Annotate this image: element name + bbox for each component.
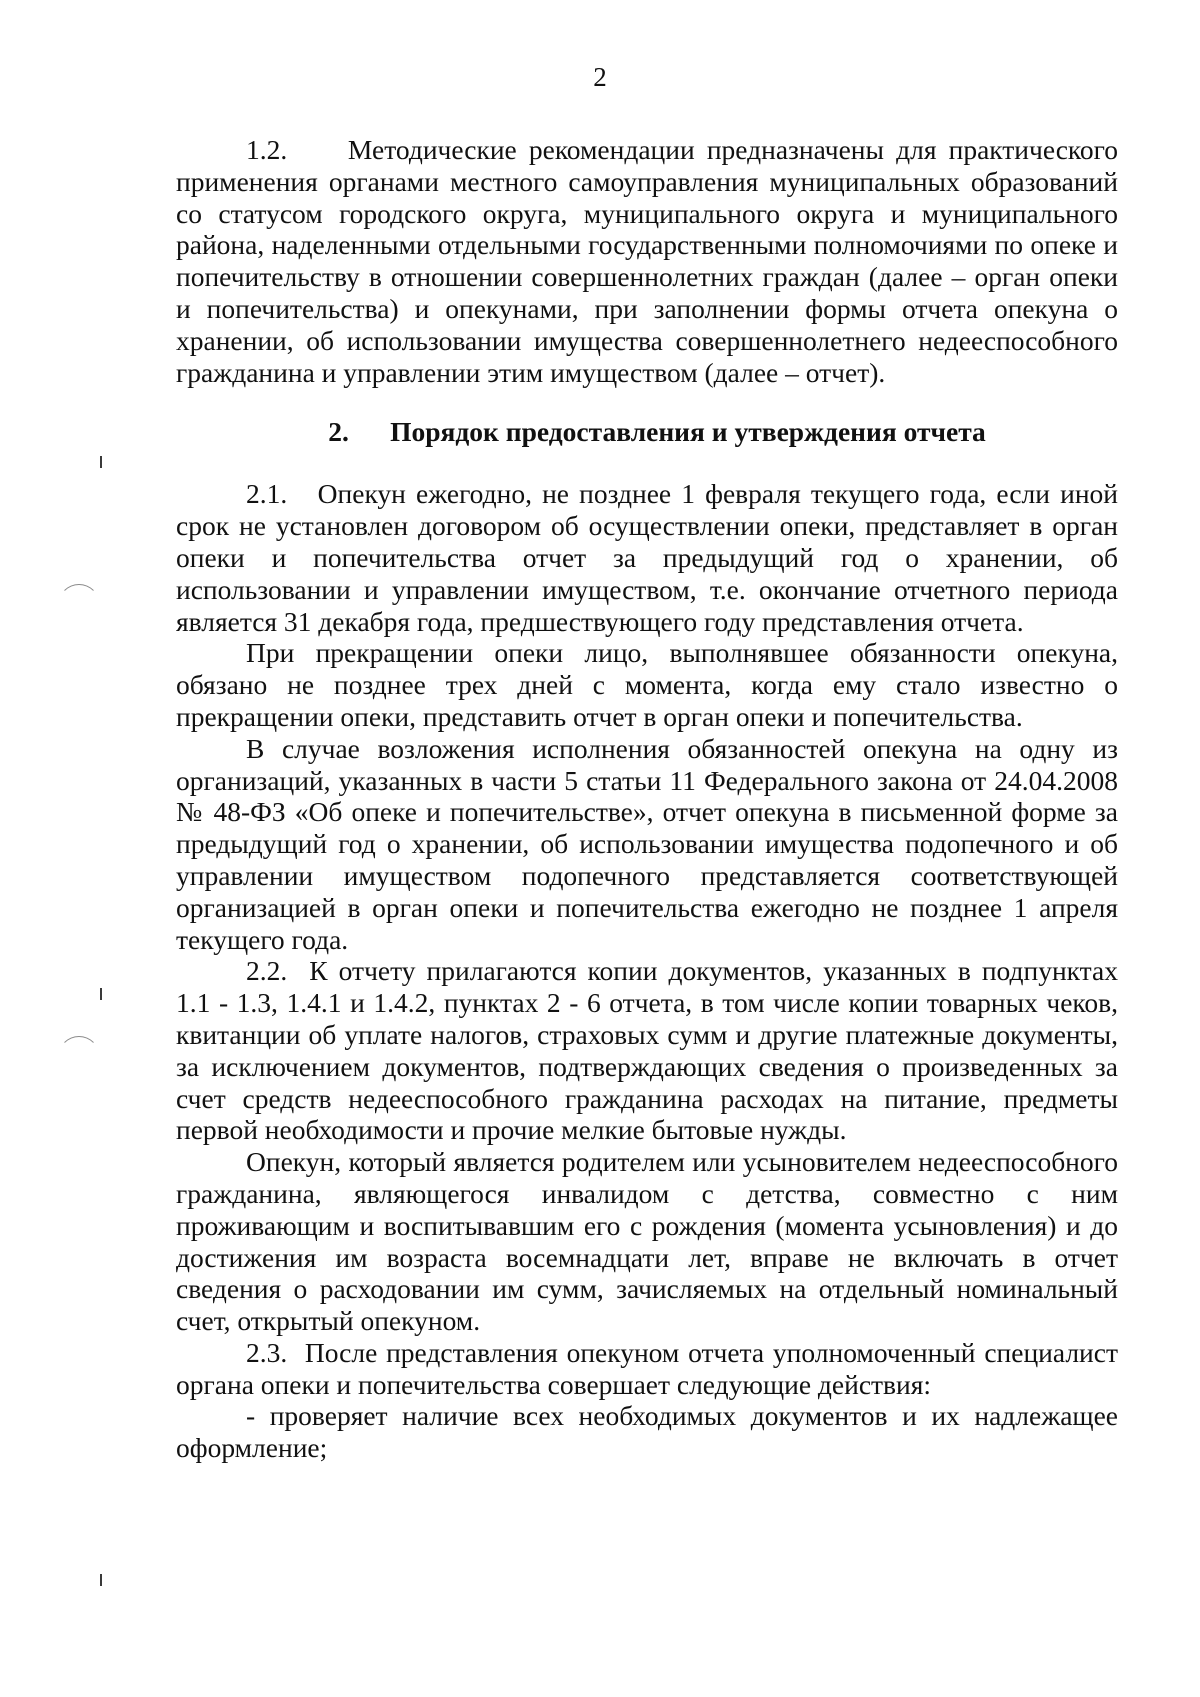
paragraph-1-2: 1.2. Методические рекомендации предназначены для практического применения органами местного самоуправления муниципальных образований со статусом городского округа, муниципального округа и муниципального района, наделенными отдельными государственными полномочиями по опеке и попечительству в отношении совершеннолетних граждан (далее – орган опеки и попечительства) и опекунами, при заполнении формы отчета опекуна о хранении, об использовании имущества совершеннолетнего недееспособного гражданина и управлении этим имуществом (далее – отчет). [176,134,1125,388]
paragraph-organization: В случае возложения исполнения обязанностей опекуна на одну из организаций, указанных в части 5 статьи 11 Федерального закона от 24.04.2008 № 48-ФЗ «Об опеке и попечительстве», отчет опекуна в письменной форме за предыдущий год о хранении, об использовании имущества подопечного и об управлении имуществом подопечного представляется соответствующей организацией в орган опеки и попечительства ежегодно не позднее 1 апреля текущего года. [176,732,1125,955]
document-body [176,134,1125,1464]
scan-mark-tick [100,1574,102,1586]
section-heading: 2. Порядок предоставления и утверждения отчета [328,416,986,448]
page-number: 2 [593,62,607,92]
paragraph-2-3: 2.3. После представления опекуном отчета уполномоченный специалист органа опеки и попечительства совершает следующие действия: [176,1336,1125,1400]
scan-mark-tick [100,988,102,1000]
scan-mark-tick [100,456,102,468]
paragraph-2-1: 2.1. Опекун ежегодно, не позднее 1 февраля текущего года, если иной срок не установлен договором об осуществлении опеки, представляет в орган опеки и попечительства отчет за предыдущий год о хранении, об использовании и управлении имуществом, т.е. окончание отчетного периода является 31 декабря года, предшествующего году представления отчета. [176,478,1125,637]
paragraph-termination: При прекращении опеки лицо, выполнявшее обязанности опекуна, обязано не позднее трех дней с момента, когда ему стало известно о прекращении опеки, представить отчет в орган опеки и попечительства. [176,637,1125,732]
scan-mark-arc [58,1036,100,1078]
paragraph-2-2: 2.2. К отчету прилагаются копии документов, указанных в подпунктах 1.1 - 1.3, 1.4.1 и 1.4.2, пунктах 2 - 6 отчета, в том числе копии товарных чеков, квитанции об уплате налогов, страховых сумм и другие платежные документы, за исключением документов, подтверждающих сведения о произведенных за счет средств недееспособного гражданина расходах на питание, предметы первой необходимости и прочие мелкие бытовые нужды. [176,955,1125,1146]
paragraph-parent-guardian: Опекун, который является родителем или усыновителем недееспособного гражданина, являющегося инвалидом с детства, совместно с ним проживающим и воспитывавшим его с рождения (момента усыновления) и до достижения им возраста восемнадцати лет, вправе не включать в отчет сведения о расходовании им сумм, зачисляемых на отдельный номинальный счет, открытый опекуном. [176,1146,1125,1337]
scan-mark-arc [58,584,100,626]
list-item-check-documents: - проверяет наличие всех необходимых документов и их надлежащее оформление; [176,1400,1125,1464]
